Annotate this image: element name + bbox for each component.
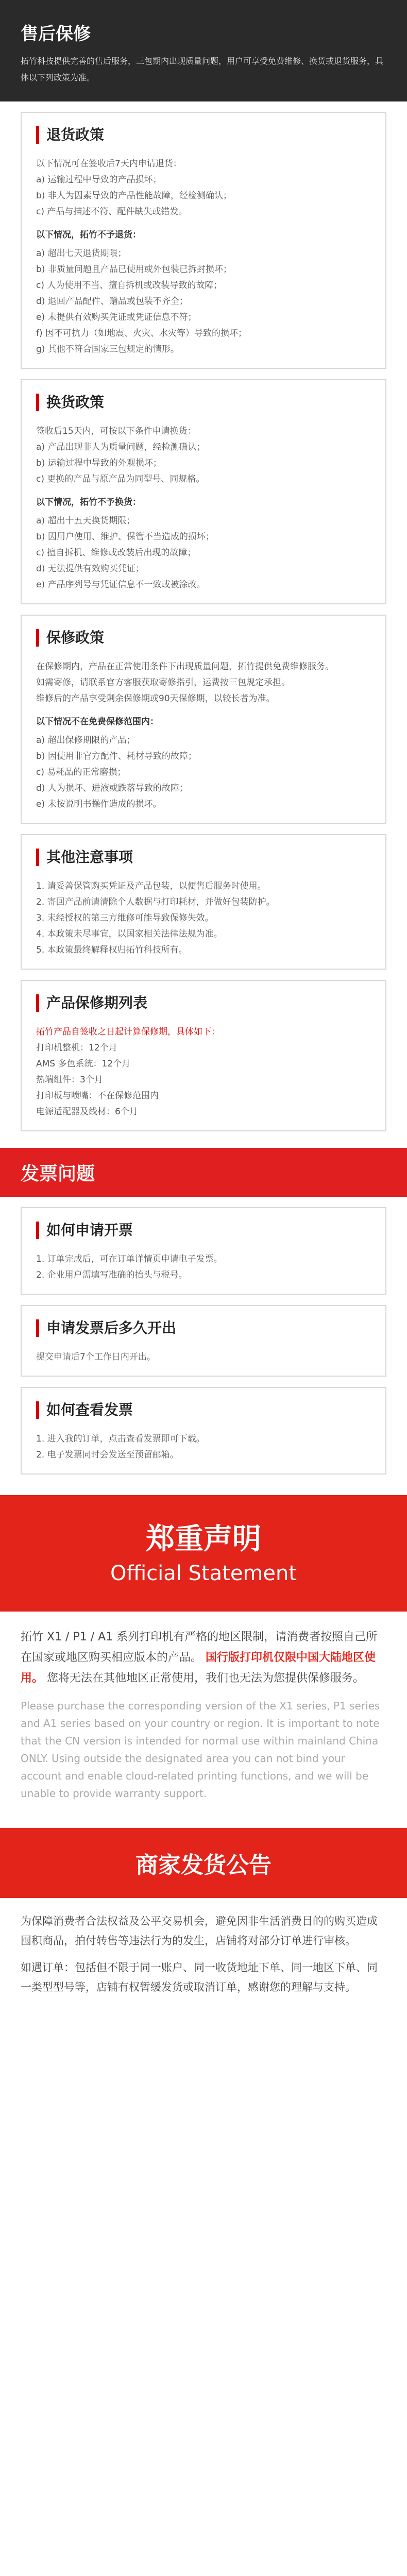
warranty-intro: 拓竹科技提供完善的售后服务，三包期内出现质量问题，用户可享受免费维修、换货或退货服务，具体以下列政策为准。 xyxy=(21,56,384,82)
warranty-excluded-item: b) 因使用非官方配件、耗材导致的故障； xyxy=(36,751,197,761)
warranty-excluded-item: d) 人为损坏、进液或跌落导致的故障； xyxy=(36,783,188,793)
warranty-policy-title: 保修政策 xyxy=(36,629,104,647)
notes-title: 其他注意事项 xyxy=(36,849,133,866)
return-line: 以下情况可在签收后7天内申请退货： xyxy=(36,159,182,169)
note-item: 5. 本政策最终解释权归拓竹科技所有。 xyxy=(36,945,188,955)
exchange-line: a) 产品出现非人为质量问题，经检测确认； xyxy=(36,442,206,452)
invoice-question: 如何查看发票 xyxy=(36,1401,133,1419)
invoice-answer: 2. 企业用户需填写准确的抬头与税号。 xyxy=(36,1270,188,1280)
warranty-line: 如需寄修，请联系官方客服获取寄修指引，运费按三包规定承担。 xyxy=(36,677,290,688)
invoice-answer: 提交申请后7个工作日内开出。 xyxy=(36,1352,156,1362)
return-excluded-item: f) 因不可抗力（如地震、火灾、水灾等）导致的损坏； xyxy=(36,328,247,338)
return-excluded-item: c) 人为使用不当、擅自拆机或改装导致的故障； xyxy=(36,280,223,291)
warranty-period-item: 打印机整机：12个月 xyxy=(36,1043,117,1053)
invoice-banner: 发票问题 xyxy=(0,1148,407,1197)
return-line: a) 运输过程中导致的产品损坏； xyxy=(36,175,162,185)
exchange-excluded-title: 以下情况，拓竹不予换货： xyxy=(36,497,141,507)
notes-section xyxy=(21,834,386,970)
invoice-question: 申请发票后多久开出 xyxy=(36,1319,176,1337)
statement-title-en: Official Statement xyxy=(110,1562,297,1585)
warranty-period-title: 产品保修期列表 xyxy=(36,994,147,1012)
exchange-excluded-item: e) 产品序列号与凭证信息不一致或被涂改。 xyxy=(36,580,206,590)
warranty-excluded-item: a) 超出保修期限的产品； xyxy=(36,735,135,745)
warranty-period-intro: 拓竹产品自签收之日起计算保修期，具体如下： xyxy=(36,1027,220,1037)
statement-title-cn: 郑重声明 xyxy=(146,1522,261,1556)
warranty-excluded-title: 以下情况不在免费保修范围内： xyxy=(36,717,159,727)
warranty-line: 在保修期内，产品在正常使用条件下出现质量问题，拓竹提供免费维修服务。 xyxy=(36,662,334,672)
note-item: 3. 未经授权的第三方维修可能导致保修失效。 xyxy=(36,913,214,923)
note-item: 2. 寄回产品前请清除个人数据与打印耗材，并做好包装防护。 xyxy=(36,897,275,907)
shipping-notice-title: 商家发货公告 xyxy=(0,1828,407,1898)
return-excluded-item: a) 超出七天退货期限； xyxy=(36,248,127,259)
warranty-line: 维修后的产品享受剩余保修期或90天保修期，以较长者为准。 xyxy=(36,693,275,704)
return-line: c) 产品与描述不符、配件缺失或错发。 xyxy=(36,207,188,217)
exchange-excluded-item: a) 超出十五天换货期限； xyxy=(36,516,135,526)
invoice-faq-2 xyxy=(21,1305,386,1377)
invoice-faq-3 xyxy=(21,1387,386,1475)
statement-body xyxy=(0,1612,407,1812)
statement-en-text: Please purchase the corresponding version of the X1 series, P1 series and A1 series based on your country or region. It is important to note that the CN version is intended for normal use within mainland China ONLY. Using outside the designated area you can not bind your account and enable cloud-related printing functions, and we will be unable to provide warranty support. xyxy=(21,1700,380,1800)
return-excluded-item: g) 其他不符合国家三包规定的情形。 xyxy=(36,344,179,354)
exchange-policy-section xyxy=(21,379,386,604)
warranty-policy-section xyxy=(21,615,386,824)
notice-line: 如遇订单：包括但不限于同一账户、同一收货地址下单、同一地区下单、同一类型型号等，店铺有权暂缓发货或取消订单，感谢您的理解与支持。 xyxy=(21,1961,378,1993)
exchange-policy-title: 换货政策 xyxy=(36,394,104,411)
statement-cn-emphasis: 国行版打印机仅限中国大陆地区使用。 xyxy=(21,1651,376,1685)
return-excluded-item: d) 退回产品配件、赠品或包装不齐全； xyxy=(36,296,188,307)
return-excluded-title: 以下情况，拓竹不予退货： xyxy=(36,230,141,240)
statement-cn-text xyxy=(21,1627,386,1689)
warranty-period-item: 打印板与喷嘴：不在保修范围内 xyxy=(36,1091,159,1101)
return-excluded-item: b) 非质量问题且产品已使用或外包装已拆封损坏； xyxy=(36,264,232,275)
invoice-faq-1 xyxy=(21,1207,386,1295)
exchange-excluded-item: c) 擅自拆机、维修或改装后出现的故障； xyxy=(36,548,196,558)
warranty-header xyxy=(0,0,407,101)
statement-cn-part: 拓竹 X1 / P1 / A1 系列打印机有严格的地区限制，请消费者按照自己所在国家或地区购买相应版本的产品。 xyxy=(21,1631,378,1664)
invoice-answer: 1. 进入我的订单，点击查看发票即可下载。 xyxy=(36,1434,205,1444)
note-item: 1. 请妥善保管购买凭证及产品包装，以便售后服务时使用。 xyxy=(36,881,266,891)
statement-header xyxy=(0,1495,407,1612)
warranty-excluded-item: e) 未按说明书操作造成的损坏。 xyxy=(36,799,162,809)
invoice-answer: 1. 订单完成后，可在订单详情页申请电子发票。 xyxy=(36,1254,223,1264)
notice-line: 为保障消费者合法权益及公平交易机会，避免因非生活消费目的的购买造成囤积商品，拍付转售等违法行为的发生，店铺将对部分订单进行审核。 xyxy=(21,1915,378,1947)
invoice-question: 如何申请开票 xyxy=(36,1222,133,1239)
warranty-period-section xyxy=(21,980,386,1131)
warranty-excluded-item: c) 易耗品的正常磨损； xyxy=(36,767,126,777)
shipping-notice-body xyxy=(0,1898,407,2018)
warranty-period-item: AMS 多色系统：12个月 xyxy=(36,1059,131,1069)
return-policy-section xyxy=(21,112,386,369)
return-excluded-item: e) 未提供有效购买凭证或凭证信息不符； xyxy=(36,312,197,323)
statement-cn-part: 您将无法在其他地区正常使用，我们也无法为您提供保修服务。 xyxy=(47,1672,365,1685)
exchange-line: b) 运输过程中导致的外观损坏； xyxy=(36,458,162,468)
return-line: b) 非人为因素导致的产品性能故障，经检测确认； xyxy=(36,191,232,201)
warranty-period-item: 电源适配器及线材：6个月 xyxy=(36,1107,138,1117)
exchange-excluded-item: b) 因用户使用、维护、保管不当造成的损坏； xyxy=(36,532,214,542)
warranty-period-item: 热端组件：3个月 xyxy=(36,1075,103,1085)
invoice-answer: 2. 电子发票同时会发送至预留邮箱。 xyxy=(36,1450,179,1460)
exchange-excluded-item: d) 无法提供有效购买凭证； xyxy=(36,564,144,574)
exchange-line: c) 更换的产品与原产品为同型号、同规格。 xyxy=(36,474,205,484)
exchange-line: 签收后15天内，可按以下条件申请换货： xyxy=(36,426,196,436)
note-item: 4. 本政策未尽事宜，以国家相关法律法规为准。 xyxy=(36,929,223,939)
page-title: 售后保修 xyxy=(21,24,91,44)
return-policy-title: 退货政策 xyxy=(36,126,104,144)
